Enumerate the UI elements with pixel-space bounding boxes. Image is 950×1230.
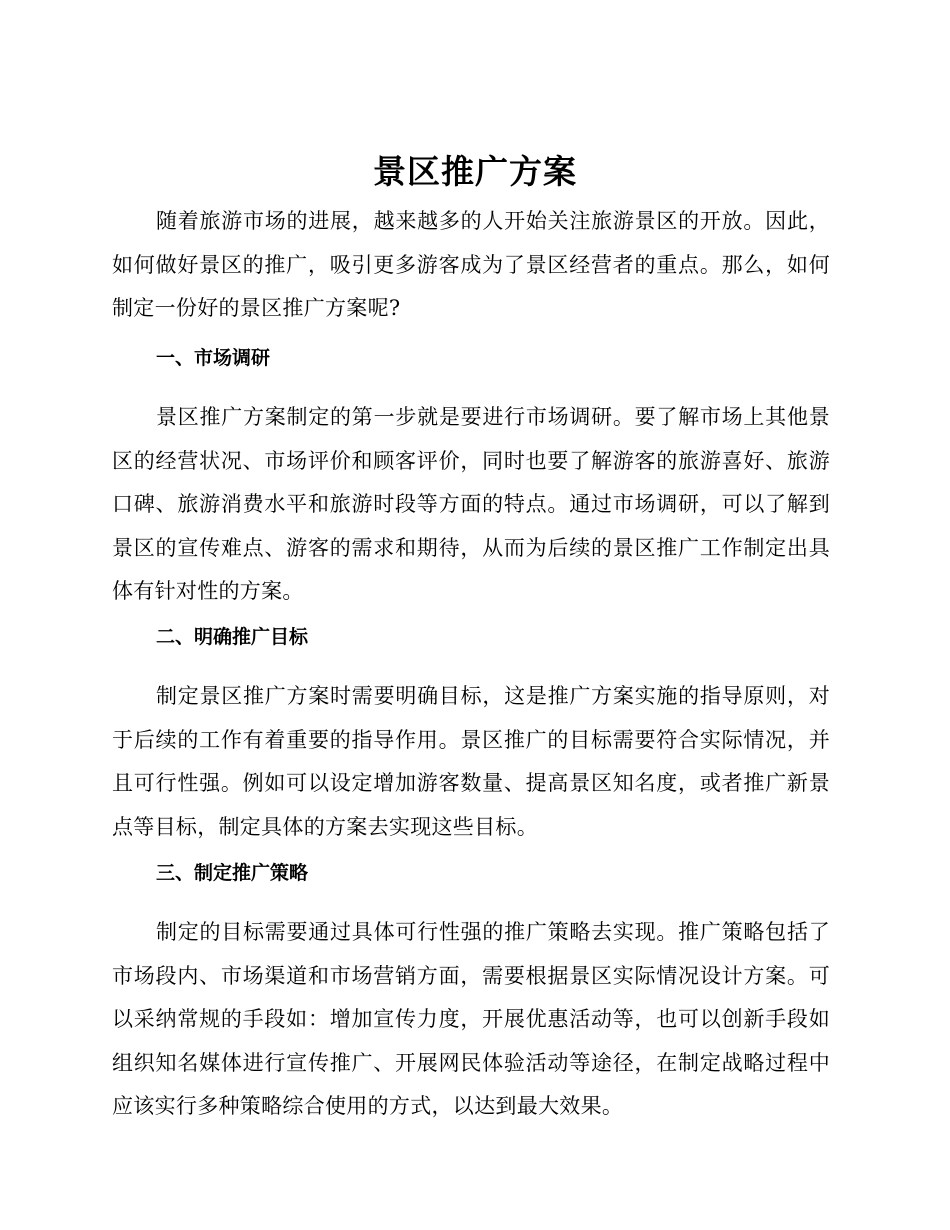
section-body-promotion-goals: 制定景区推广方案时需要明确目标，这是推广方案实施的指导原则，对于后续的工作有着重要的指导作用。景区推广的目标需要符合实际情况，并且可行性强。例如可以设定增加游客数量、提高景区知名度，或者推广新景点等目标，制定具体的方案去实现这些目标。 [112, 684, 830, 839]
document-title: 景区推广方案 [373, 152, 577, 191]
section-heading-promotion-goals: 二、明确推广目标 [156, 626, 309, 648]
section-heading-market-research: 一、市场调研 [156, 347, 271, 369]
section-body-market-research: 景区推广方案制定的第一步就是要进行市场调研。要了解市场上其他景区的经营状况、市场评价和顾客评价，同时也要了解游客的旅游喜好、旅游口碑、旅游消费水平和旅游时段等方面的特点。通过市场调研，可以了解到景区的宣传难点、游客的需求和期待，从而为后续的景区推广工作制定出具体有针对性的方案。 [112, 405, 830, 603]
intro-paragraph: 随着旅游市场的进展，越来越多的人开始关注旅游景区的开放。因此，如何做好景区的推广，吸引更多游客成为了景区经营者的重点。那么，如何制定一份好的景区推广方案呢? [112, 209, 830, 320]
section-heading-promotion-strategy: 三、制定推广策略 [156, 862, 309, 884]
section-body-promotion-strategy: 制定的目标需要通过具体可行性强的推广策略去实现。推广策略包括了市场段内、市场渠道和市场营销方面，需要根据景区实际情况设计方案。可以采纳常规的手段如：增加宣传力度，开展优惠活动等，也可以创新手段如组织知名媒体进行宣传推广、开展网民体验活动等途径，在制定战略过程中应该实行多种策略综合使用的方式，以达到最大效果。 [112, 920, 830, 1118]
